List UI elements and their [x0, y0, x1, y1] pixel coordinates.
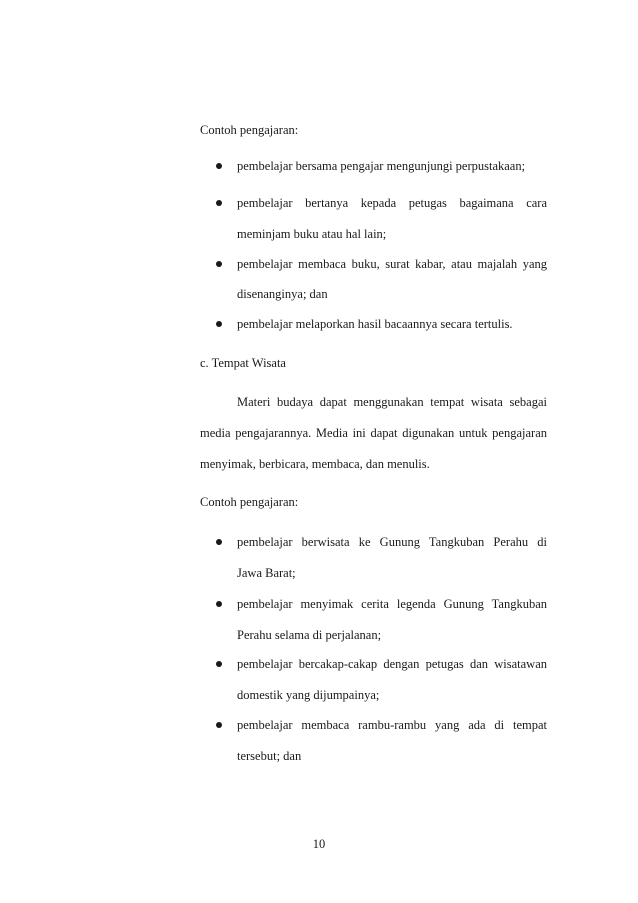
list-item: pembelajar membaca rambu-rambu yang ada di tempat [237, 718, 547, 732]
bullet-icon [216, 163, 222, 169]
bullet-icon [216, 661, 222, 667]
bullet-icon [216, 722, 222, 728]
list-item-continuation: Jawa Barat; [237, 566, 296, 580]
list-item-continuation: disenanginya; dan [237, 287, 328, 301]
section-heading: Contoh pengajaran: [200, 495, 299, 509]
page-number: 10 [312, 837, 326, 851]
bullet-icon [216, 261, 222, 267]
paragraph-line: Materi budaya dapat menggunakan tempat wisata sebagai [237, 395, 547, 409]
paragraph-line: menyimak, berbicara, membaca, dan menulis. [200, 457, 430, 471]
list-item: pembelajar bersama pengajar mengunjungi perpustakaan; [237, 159, 526, 173]
bullet-icon [216, 601, 222, 607]
list-item-continuation: Perahu selama di perjalanan; [237, 628, 382, 642]
bullet-icon [216, 539, 222, 545]
list-item: pembelajar bertanya kepada petugas bagaimana cara [237, 196, 547, 210]
list-item: pembelajar bercakap-cakap dengan petugas dan wisatawan [237, 657, 547, 671]
list-item-continuation: domestik yang dijumpainya; [237, 688, 380, 702]
list-item-continuation: tersebut; dan [237, 749, 302, 763]
list-item: pembelajar berwisata ke Gunung Tangkuban Perahu di [237, 535, 547, 549]
list-item: pembelajar melaporkan hasil bacaannya secara tertulis. [237, 317, 513, 331]
subsection-heading: c. Tempat Wisata [200, 356, 286, 370]
list-item-continuation: meminjam buku atau hal lain; [237, 227, 387, 241]
bullet-icon [216, 200, 222, 206]
list-item: pembelajar membaca buku, surat kabar, atau majalah yang [237, 257, 547, 271]
section-heading: Contoh pengajaran: [200, 123, 299, 137]
list-item: pembelajar menyimak cerita legenda Gunung Tangkuban [237, 597, 547, 611]
bullet-icon [216, 321, 222, 327]
paragraph-line: media pengajarannya. Media ini dapat digunakan untuk pengajaran [200, 426, 547, 440]
